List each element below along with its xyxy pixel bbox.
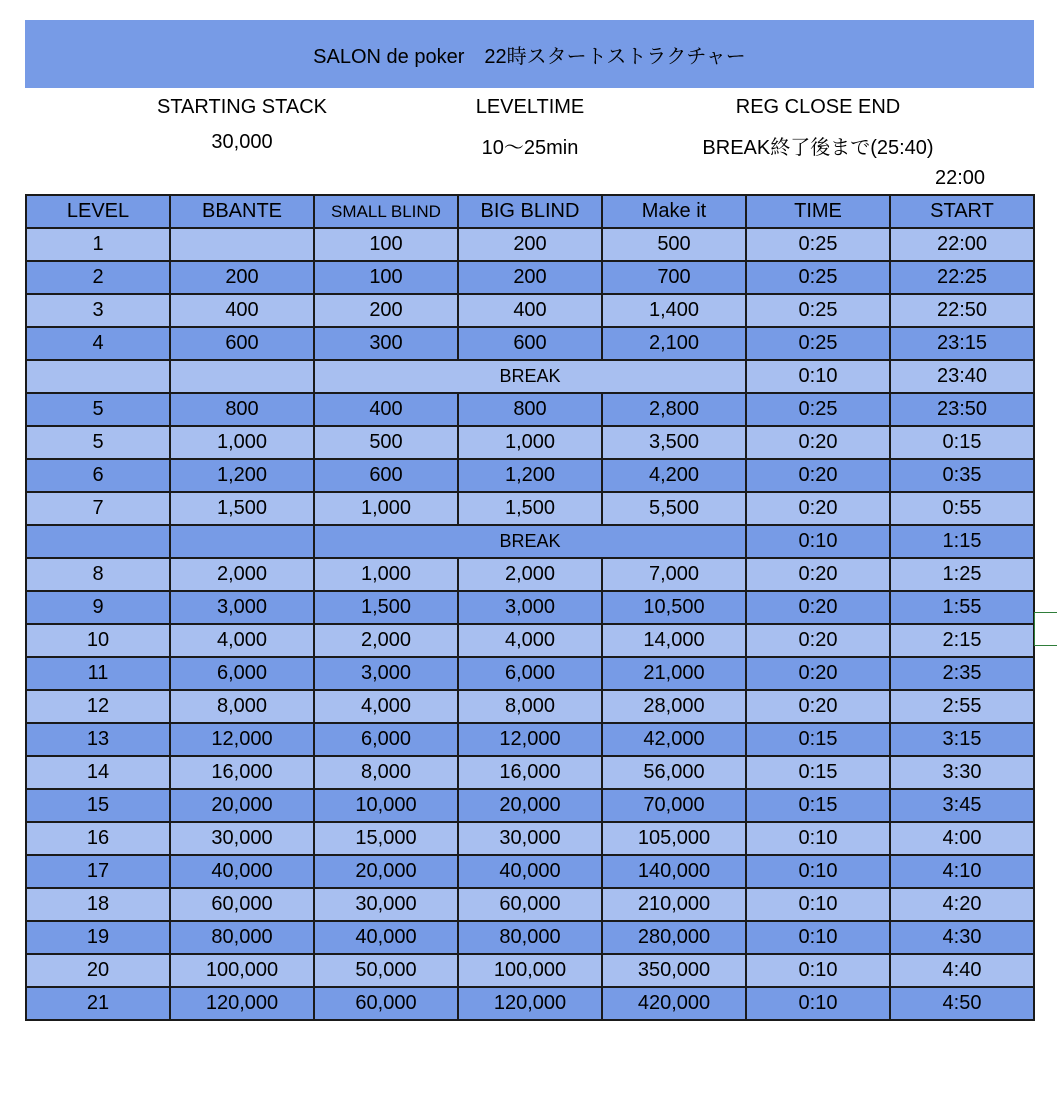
cell-bbante: 400	[170, 294, 314, 327]
cell-small-blind: 300	[314, 327, 458, 360]
cell-level: 20	[26, 954, 170, 987]
cell-make-it: 420,000	[602, 987, 746, 1020]
cell-make-it: 140,000	[602, 855, 746, 888]
cell-level: 4	[26, 327, 170, 360]
header-make-it: Make it	[602, 195, 746, 228]
level-row	[26, 294, 1034, 327]
leveltime-value: 10〜25min	[481, 137, 579, 159]
cell-make-it: 2,100	[602, 327, 746, 360]
table-body	[26, 228, 1034, 1020]
level-row	[26, 789, 1034, 822]
cell-bbante: 16,000	[170, 756, 314, 789]
level-row	[26, 327, 1034, 360]
cell-start: 4:00	[890, 822, 1034, 855]
cell-start: 23:50	[890, 393, 1034, 426]
cell-start: 23:15	[890, 327, 1034, 360]
cell-big-blind: 12,000	[458, 723, 602, 756]
level-row	[26, 558, 1034, 591]
level-row	[26, 954, 1034, 987]
cell-time: 0:20	[746, 492, 890, 525]
break-label: BREAK	[314, 360, 746, 393]
cell-make-it: 280,000	[602, 921, 746, 954]
reg-close-value: BREAK終了後まで(25:40)	[702, 137, 934, 159]
leveltime-label: LEVELTIME	[475, 96, 585, 118]
cell-bbante: 6,000	[170, 657, 314, 690]
cell-big-blind: 4,000	[458, 624, 602, 657]
cell-level: 13	[26, 723, 170, 756]
cell-level: 10	[26, 624, 170, 657]
cell-level: 7	[26, 492, 170, 525]
cell-small-blind: 200	[314, 294, 458, 327]
header-small-blind: SMALL BLIND	[314, 195, 458, 228]
header-start: START	[890, 195, 1034, 228]
cell-level-empty	[26, 360, 170, 393]
cell-time: 0:25	[746, 261, 890, 294]
cell-start: 4:40	[890, 954, 1034, 987]
level-row	[26, 459, 1034, 492]
cell-time: 0:20	[746, 591, 890, 624]
cell-small-blind: 30,000	[314, 888, 458, 921]
cell-big-blind: 8,000	[458, 690, 602, 723]
cell-make-it: 5,500	[602, 492, 746, 525]
cell-bbante: 80,000	[170, 921, 314, 954]
cell-level: 5	[26, 426, 170, 459]
level-row	[26, 228, 1034, 261]
cell-small-blind: 40,000	[314, 921, 458, 954]
cell-bbante: 30,000	[170, 822, 314, 855]
cell-big-blind: 400	[458, 294, 602, 327]
cell-make-it: 21,000	[602, 657, 746, 690]
cell-start: 2:55	[890, 690, 1034, 723]
cell-level: 8	[26, 558, 170, 591]
cell-start: 0:55	[890, 492, 1034, 525]
cell-start: 4:50	[890, 987, 1034, 1020]
cell-level: 1	[26, 228, 170, 261]
cell-make-it: 42,000	[602, 723, 746, 756]
cell-level: 15	[26, 789, 170, 822]
cell-big-blind: 3,000	[458, 591, 602, 624]
cell-start: 0:15	[890, 426, 1034, 459]
title-banner	[25, 20, 1034, 88]
start-time: 22:00	[935, 167, 986, 189]
cell-level-empty	[26, 525, 170, 558]
structure-table	[25, 194, 1035, 1021]
break-label: BREAK	[314, 525, 746, 558]
header-big-blind: BIG BLIND	[458, 195, 602, 228]
cell-level: 11	[26, 657, 170, 690]
level-row	[26, 822, 1034, 855]
cell-small-blind: 50,000	[314, 954, 458, 987]
cell-small-blind: 600	[314, 459, 458, 492]
cell-level: 18	[26, 888, 170, 921]
cell-make-it: 500	[602, 228, 746, 261]
cell-time: 0:10	[746, 822, 890, 855]
cell-big-blind: 120,000	[458, 987, 602, 1020]
cell-big-blind: 20,000	[458, 789, 602, 822]
cell-small-blind: 2,000	[314, 624, 458, 657]
level-row	[26, 657, 1034, 690]
cell-big-blind: 1,500	[458, 492, 602, 525]
cell-small-blind: 10,000	[314, 789, 458, 822]
level-row	[26, 624, 1034, 657]
cell-make-it: 10,500	[602, 591, 746, 624]
cell-time: 0:15	[746, 723, 890, 756]
cell-start: 0:35	[890, 459, 1034, 492]
cell-bbante: 120,000	[170, 987, 314, 1020]
cell-small-blind: 60,000	[314, 987, 458, 1020]
cell-big-blind: 6,000	[458, 657, 602, 690]
cell-start: 1:55	[890, 591, 1034, 624]
cell-make-it: 7,000	[602, 558, 746, 591]
cell-level: 3	[26, 294, 170, 327]
starting-stack-label: STARTING STACK	[156, 96, 328, 118]
cell-level: 12	[26, 690, 170, 723]
cell-bbante: 12,000	[170, 723, 314, 756]
cell-time: 0:20	[746, 558, 890, 591]
cell-small-blind: 1,000	[314, 492, 458, 525]
cell-bbante-empty	[170, 525, 314, 558]
break-row	[26, 525, 1034, 558]
cell-time: 0:10	[746, 987, 890, 1020]
cell-big-blind: 30,000	[458, 822, 602, 855]
cell-make-it: 350,000	[602, 954, 746, 987]
cell-big-blind: 200	[458, 228, 602, 261]
level-row	[26, 426, 1034, 459]
cell-start: 2:35	[890, 657, 1034, 690]
cell-make-it: 4,200	[602, 459, 746, 492]
cell-big-blind: 16,000	[458, 756, 602, 789]
level-row	[26, 855, 1034, 888]
cell-level: 21	[26, 987, 170, 1020]
cell-big-blind: 2,000	[458, 558, 602, 591]
cell-level: 5	[26, 393, 170, 426]
cell-small-blind: 100	[314, 261, 458, 294]
cell-time: 0:10	[746, 888, 890, 921]
level-row	[26, 756, 1034, 789]
cell-time: 0:20	[746, 690, 890, 723]
cell-time: 0:25	[746, 294, 890, 327]
cell-bbante: 1,000	[170, 426, 314, 459]
cell-start: 1:25	[890, 558, 1034, 591]
cell-start: 22:50	[890, 294, 1034, 327]
cell-start: 1:15	[890, 525, 1034, 558]
cell-level: 6	[26, 459, 170, 492]
cell-small-blind: 1,000	[314, 558, 458, 591]
cell-start: 22:00	[890, 228, 1034, 261]
cell-level: 14	[26, 756, 170, 789]
level-row	[26, 921, 1034, 954]
cell-small-blind: 6,000	[314, 723, 458, 756]
cell-time: 0:10	[746, 360, 890, 393]
cell-big-blind: 40,000	[458, 855, 602, 888]
level-row	[26, 888, 1034, 921]
cell-time: 0:20	[746, 426, 890, 459]
header-level: LEVEL	[26, 195, 170, 228]
cell-start: 23:40	[890, 360, 1034, 393]
cell-make-it: 56,000	[602, 756, 746, 789]
cell-small-blind: 500	[314, 426, 458, 459]
level-row	[26, 261, 1034, 294]
cell-big-blind: 100,000	[458, 954, 602, 987]
cell-start: 4:20	[890, 888, 1034, 921]
cell-time: 0:15	[746, 756, 890, 789]
cell-make-it: 1,400	[602, 294, 746, 327]
cell-bbante: 100,000	[170, 954, 314, 987]
cell-bbante: 200	[170, 261, 314, 294]
cell-time: 0:20	[746, 657, 890, 690]
cell-start: 4:30	[890, 921, 1034, 954]
cell-make-it: 14,000	[602, 624, 746, 657]
page-title: SALON de poker 22時スタートストラクチャー	[313, 45, 746, 68]
cell-time: 0:10	[746, 921, 890, 954]
level-row	[26, 987, 1034, 1020]
starting-stack-value: 30,000	[211, 131, 273, 153]
cell-bbante: 2,000	[170, 558, 314, 591]
cell-level: 2	[26, 261, 170, 294]
cell-bbante-empty	[170, 360, 314, 393]
cell-level: 16	[26, 822, 170, 855]
cell-time: 0:25	[746, 228, 890, 261]
cell-level: 17	[26, 855, 170, 888]
cell-level: 19	[26, 921, 170, 954]
cell-bbante: 4,000	[170, 624, 314, 657]
cell-time: 0:10	[746, 954, 890, 987]
cell-bbante: 40,000	[170, 855, 314, 888]
cell-small-blind: 400	[314, 393, 458, 426]
cell-bbante: 1,200	[170, 459, 314, 492]
cell-bbante: 8,000	[170, 690, 314, 723]
cell-small-blind: 1,500	[314, 591, 458, 624]
cell-make-it: 700	[602, 261, 746, 294]
break-row	[26, 360, 1034, 393]
cell-time: 0:20	[746, 459, 890, 492]
cell-make-it: 70,000	[602, 789, 746, 822]
cell-bbante: 800	[170, 393, 314, 426]
cell-small-blind: 4,000	[314, 690, 458, 723]
cell-level: 9	[26, 591, 170, 624]
cell-selection-marker	[1034, 612, 1057, 646]
cell-time: 0:25	[746, 393, 890, 426]
cell-make-it: 3,500	[602, 426, 746, 459]
cell-big-blind: 1,000	[458, 426, 602, 459]
cell-bbante: 3,000	[170, 591, 314, 624]
cell-big-blind: 80,000	[458, 921, 602, 954]
level-row	[26, 591, 1034, 624]
cell-start: 3:30	[890, 756, 1034, 789]
cell-start: 3:45	[890, 789, 1034, 822]
cell-time: 0:15	[746, 789, 890, 822]
header-row	[26, 195, 1034, 228]
cell-small-blind: 100	[314, 228, 458, 261]
cell-big-blind: 60,000	[458, 888, 602, 921]
reg-close-label: REG CLOSE END	[735, 96, 901, 118]
header-bbante: BBANTE	[170, 195, 314, 228]
cell-time: 0:20	[746, 624, 890, 657]
cell-bbante	[170, 228, 314, 261]
cell-make-it: 2,800	[602, 393, 746, 426]
cell-bbante: 600	[170, 327, 314, 360]
cell-bbante: 60,000	[170, 888, 314, 921]
cell-make-it: 28,000	[602, 690, 746, 723]
level-row	[26, 690, 1034, 723]
header-time: TIME	[746, 195, 890, 228]
cell-time: 0:10	[746, 525, 890, 558]
cell-big-blind: 600	[458, 327, 602, 360]
cell-bbante: 20,000	[170, 789, 314, 822]
level-row	[26, 492, 1034, 525]
cell-time: 0:25	[746, 327, 890, 360]
cell-small-blind: 15,000	[314, 822, 458, 855]
cell-time: 0:10	[746, 855, 890, 888]
level-row	[26, 723, 1034, 756]
cell-small-blind: 8,000	[314, 756, 458, 789]
cell-small-blind: 20,000	[314, 855, 458, 888]
level-row	[26, 393, 1034, 426]
cell-big-blind: 800	[458, 393, 602, 426]
cell-start: 3:15	[890, 723, 1034, 756]
cell-big-blind: 1,200	[458, 459, 602, 492]
cell-make-it: 105,000	[602, 822, 746, 855]
cell-start: 4:10	[890, 855, 1034, 888]
cell-small-blind: 3,000	[314, 657, 458, 690]
cell-start: 2:15	[890, 624, 1034, 657]
cell-make-it: 210,000	[602, 888, 746, 921]
cell-big-blind: 200	[458, 261, 602, 294]
cell-start: 22:25	[890, 261, 1034, 294]
cell-bbante: 1,500	[170, 492, 314, 525]
